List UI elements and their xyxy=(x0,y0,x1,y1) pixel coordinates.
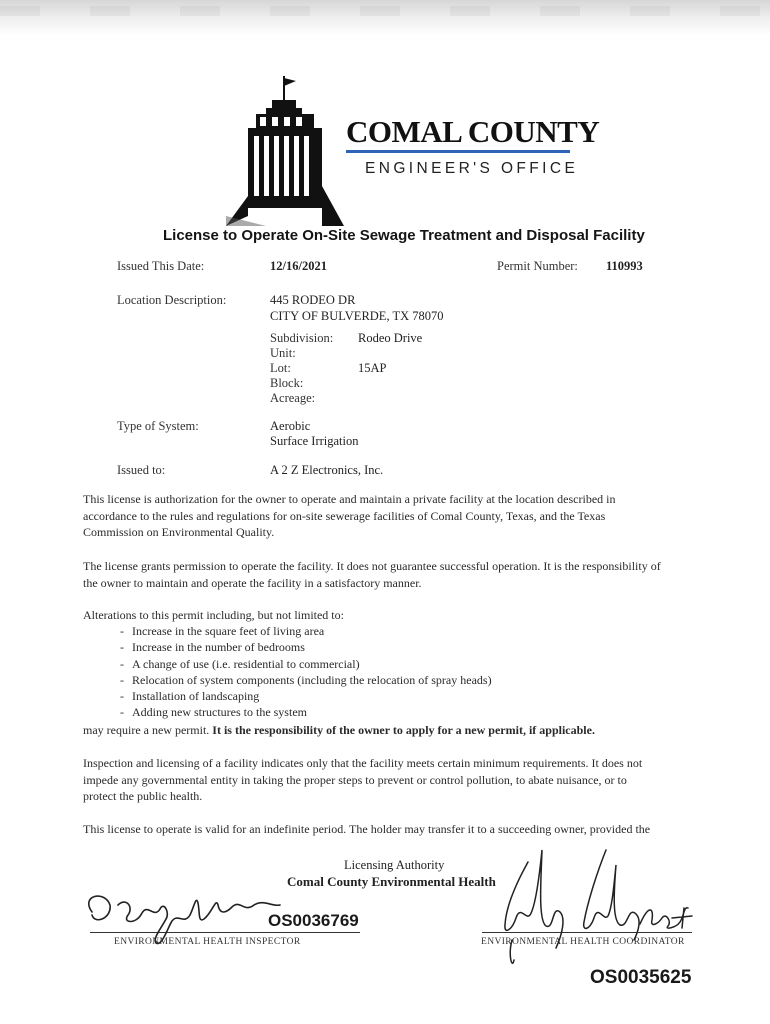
coordinator-title: ENVIRONMENTAL HEALTH COORDINATOR xyxy=(481,937,685,947)
address-line1: 445 RODEO DR xyxy=(270,293,356,307)
new-permit-notice xyxy=(83,722,663,739)
block-label: Block: xyxy=(270,376,304,390)
list-item: - Adding new structures to the system xyxy=(120,704,492,720)
coordinator-license-number: OS0035625 xyxy=(590,967,692,988)
inspector-license-number: OS0036769 xyxy=(268,911,359,930)
county-name: COMAL COUNTY xyxy=(346,114,600,149)
lot-label: Lot: xyxy=(270,361,291,375)
document-title: License to Operate On-Site Sewage Treatment and Disposal Facility xyxy=(163,227,645,244)
issued-to-label: Issued to: xyxy=(117,463,166,477)
lot-value: 15AP xyxy=(358,361,387,375)
coordinator-signature-asst xyxy=(640,908,692,928)
licensing-authority-label: Licensing Authority xyxy=(344,858,445,872)
system-type-line2: Surface Irrigation xyxy=(270,434,359,448)
subdivision-label: Subdivision: xyxy=(270,331,334,345)
list-item: - A change of use (i.e. residential to commercial) xyxy=(120,656,492,672)
system-type-label: Type of System: xyxy=(117,419,199,433)
location-label: Location Description: xyxy=(117,293,227,307)
issued-date-label: Issued This Date: xyxy=(117,259,205,273)
inspector-title: ENVIRONMENTAL HEALTH INSPECTOR xyxy=(114,937,301,947)
system-type-line1: Aerobic xyxy=(270,419,311,433)
permit-number-label: Permit Number: xyxy=(497,259,578,273)
unit-label: Unit: xyxy=(270,346,296,360)
alterations-intro: Alterations to this permit including, but not limited to: xyxy=(83,608,344,622)
list-item: - Increase in the number of bedrooms xyxy=(120,639,492,655)
list-item: - Installation of landscaping xyxy=(120,688,492,704)
list-item: - Increase in the square feet of living area xyxy=(120,623,492,639)
paragraph-authorization: This license is authorization for the owner to operate and maintain a private facility at the location described in accordance to the rules and regulations for on-site sewerage facilities of Comal County, Texas, and the Texas Commission on Environmental Quality. xyxy=(83,492,616,539)
office-name: ENGINEER'S OFFICE xyxy=(365,160,579,177)
owner-responsibility-text: It is the responsibility of the owner to apply for a new permit, if applicable. xyxy=(212,723,595,737)
alterations-list xyxy=(120,623,492,721)
list-item: - Relocation of system components (including the relocation of spray heads) xyxy=(120,672,492,688)
new-permit-notice-text: may require a new permit. xyxy=(83,723,210,737)
inspector-signature-line xyxy=(90,932,360,933)
subdivision-value: Rodeo Drive xyxy=(358,331,423,345)
acreage-label: Acreage: xyxy=(270,391,316,405)
issued-to-value: A 2 Z Electronics, Inc. xyxy=(270,463,384,477)
paragraph-permission: The license grants permission to operate the facility. It does not guarantee successful operation. It is the responsibility of the owner to maintain and operate the facility in a satisfactory manner. xyxy=(83,559,661,590)
paragraph-inspection: Inspection and licensing of a facility indicates only that the facility meets certain minimum requirements. It does not impede any governmental entity in taking the proper steps to prevent or control pollution, to abate nuisance, or to protect the public health. xyxy=(83,756,643,803)
coordinator-signature-2 xyxy=(584,850,639,940)
header-rule xyxy=(346,150,570,153)
scan-shadow xyxy=(0,0,770,36)
permit-number-value: 110993 xyxy=(606,259,643,273)
licensing-authority-name: Comal County Environmental Health xyxy=(287,874,496,889)
courthouse-logo xyxy=(226,76,346,226)
paragraph-validity: This license to operate is valid for an indefinite period. The holder may transfer it to a succeeding owner, provided the xyxy=(83,822,651,836)
coordinator-signature-line xyxy=(482,932,692,933)
address-line2: CITY OF BULVERDE, TX 78070 xyxy=(270,309,444,323)
issued-date-value: 12/16/2021 xyxy=(270,259,327,273)
